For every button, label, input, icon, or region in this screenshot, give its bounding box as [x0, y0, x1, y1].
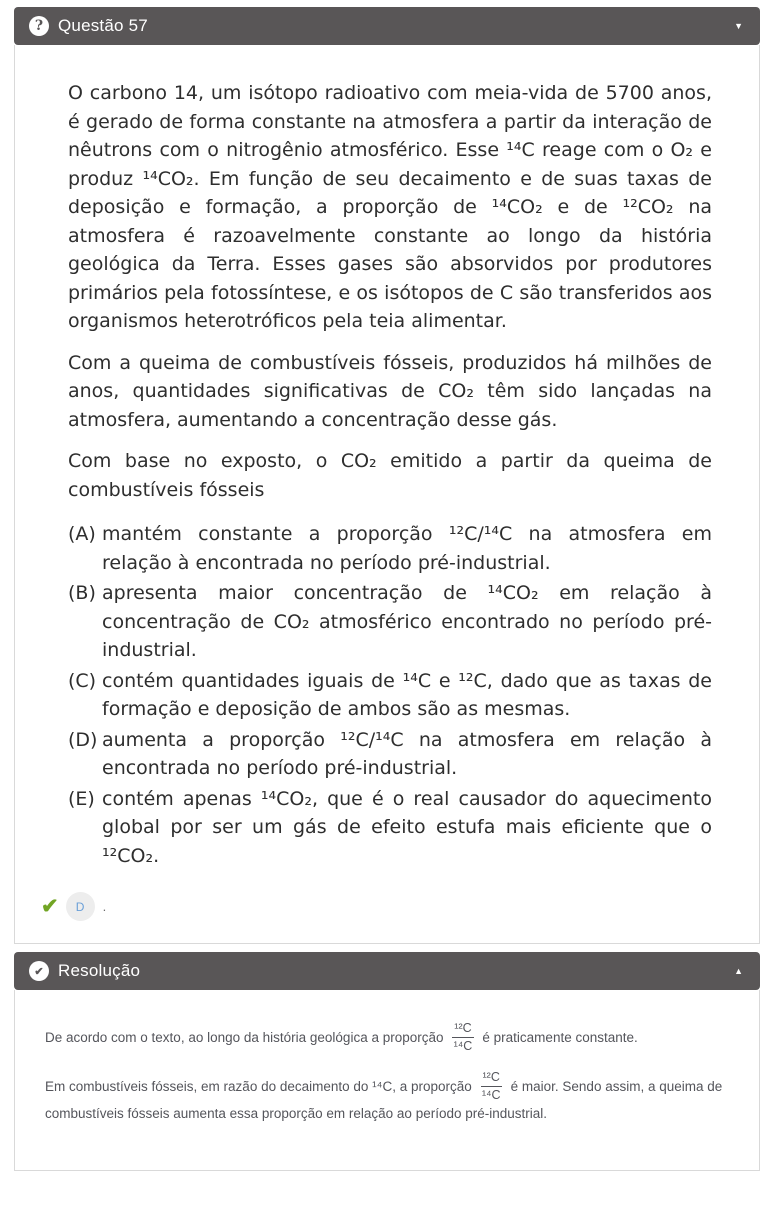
option-b: [68, 579, 712, 665]
resolution-paragraph-1: [45, 1022, 729, 1055]
chevron-down-icon[interactable]: ▼: [734, 21, 743, 31]
option-text: contém apenas ¹⁴CO₂, que é o real causador do aquecimento global por ser um gás de efeito estufa mais eficiente que o ¹²CO₂.: [102, 787, 712, 867]
question-section: [14, 7, 760, 944]
resolution-accordion-header[interactable]: [14, 952, 760, 990]
resolution-title: Resolução: [58, 961, 141, 980]
check-circle-icon: ✔: [29, 961, 49, 981]
check-icon: ✔: [41, 895, 59, 918]
option-text: contém quantidades iguais de ¹⁴C e ¹²C, dado que as taxas de formação e deposição de ambos são as mesmas.: [102, 669, 712, 720]
option-d: [68, 726, 712, 783]
option-letter: (E): [68, 787, 95, 810]
option-letter: (B): [68, 582, 96, 604]
answer-suffix: .: [102, 899, 107, 914]
question-accordion-header[interactable]: [14, 7, 760, 45]
option-letter: (C): [68, 669, 97, 692]
resolution-paragraph-2: [45, 1071, 729, 1124]
option-letter: (D): [68, 728, 98, 751]
resolution-panel: [14, 990, 760, 1171]
option-e: [68, 785, 712, 871]
option-c: [68, 667, 712, 724]
answer-letter-badge: D: [66, 892, 95, 921]
question-paragraph: O carbono 14, um isótopo radioativo com meia-vida de 5700 anos, é gerado de forma constante na atmosfera a partir da interação de nêutrons com o nitrogênio atmosférico. Esse ¹⁴C reage com o O₂ e produz ¹⁴CO₂. Em função de seu decaimento e de suas taxas de deposição e formação, a proporção de ¹⁴CO₂ e de ¹²CO₂ na atmosfera é razoavelmente constante ao longo da história geológica da Terra. Esses gases são absorvidos por produtores primários pela fotossíntese, e os isótopos de C são transferidos aos organismos heterotróficos pela teia alimentar.: [68, 82, 712, 332]
question-title: Questão 57: [58, 16, 148, 35]
question-body: [15, 45, 759, 880]
options-list: [68, 520, 712, 870]
resolution-text: é maior. Sendo assim, a queima de combustíveis fósseis aumenta essa proporção em relação ao período pré-industrial.: [45, 1079, 723, 1121]
question-circle-icon: ?: [29, 16, 49, 36]
option-text: aumenta a proporção ¹²C/¹⁴C na atmosfera em relação à encontrada no período pré-industrial.: [102, 728, 712, 779]
fraction-denominator: ¹⁴C: [453, 1039, 473, 1053]
question-panel: [14, 45, 760, 944]
resolution-body: [15, 990, 759, 1170]
isotope-fraction: [481, 1070, 502, 1103]
resolution-section: [14, 952, 760, 1171]
fraction-denominator: ¹⁴C: [481, 1088, 501, 1102]
fraction-numerator: ¹²C: [452, 1021, 473, 1038]
section-gap: [14, 944, 760, 952]
fraction-numerator: ¹²C: [481, 1070, 502, 1087]
chevron-up-icon[interactable]: ▲: [734, 966, 743, 976]
option-a: [68, 520, 712, 577]
question-paragraph: Com a queima de combustíveis fósseis, produzidos há milhões de anos, quantidades significativas de CO₂ têm sido lançadas na atmosfera, aumentando a concentração desse gás.: [68, 351, 712, 431]
resolution-text: é praticamente constante.: [482, 1030, 638, 1046]
resolution-text: De acordo com o texto, ao longo da história geológica a proporção: [45, 1030, 444, 1046]
isotope-fraction: [452, 1021, 473, 1054]
correct-answer-row: [15, 880, 759, 943]
option-text: apresenta maior concentração de ¹⁴CO₂ em relação à concentração de CO₂ atmosférico encontrado no período pré-industrial.: [102, 582, 712, 661]
question-paragraph: Com base no exposto, o CO₂ emitido a partir da queima de combustíveis fósseis: [68, 450, 712, 501]
resolution-text: Em combustíveis fósseis, em razão do decaimento do ¹⁴C, a proporção: [45, 1079, 472, 1095]
option-text: mantém constante a proporção ¹²C/¹⁴C na atmosfera em relação à encontrada no período pré-industrial.: [102, 523, 712, 574]
option-letter: (A): [68, 523, 96, 545]
